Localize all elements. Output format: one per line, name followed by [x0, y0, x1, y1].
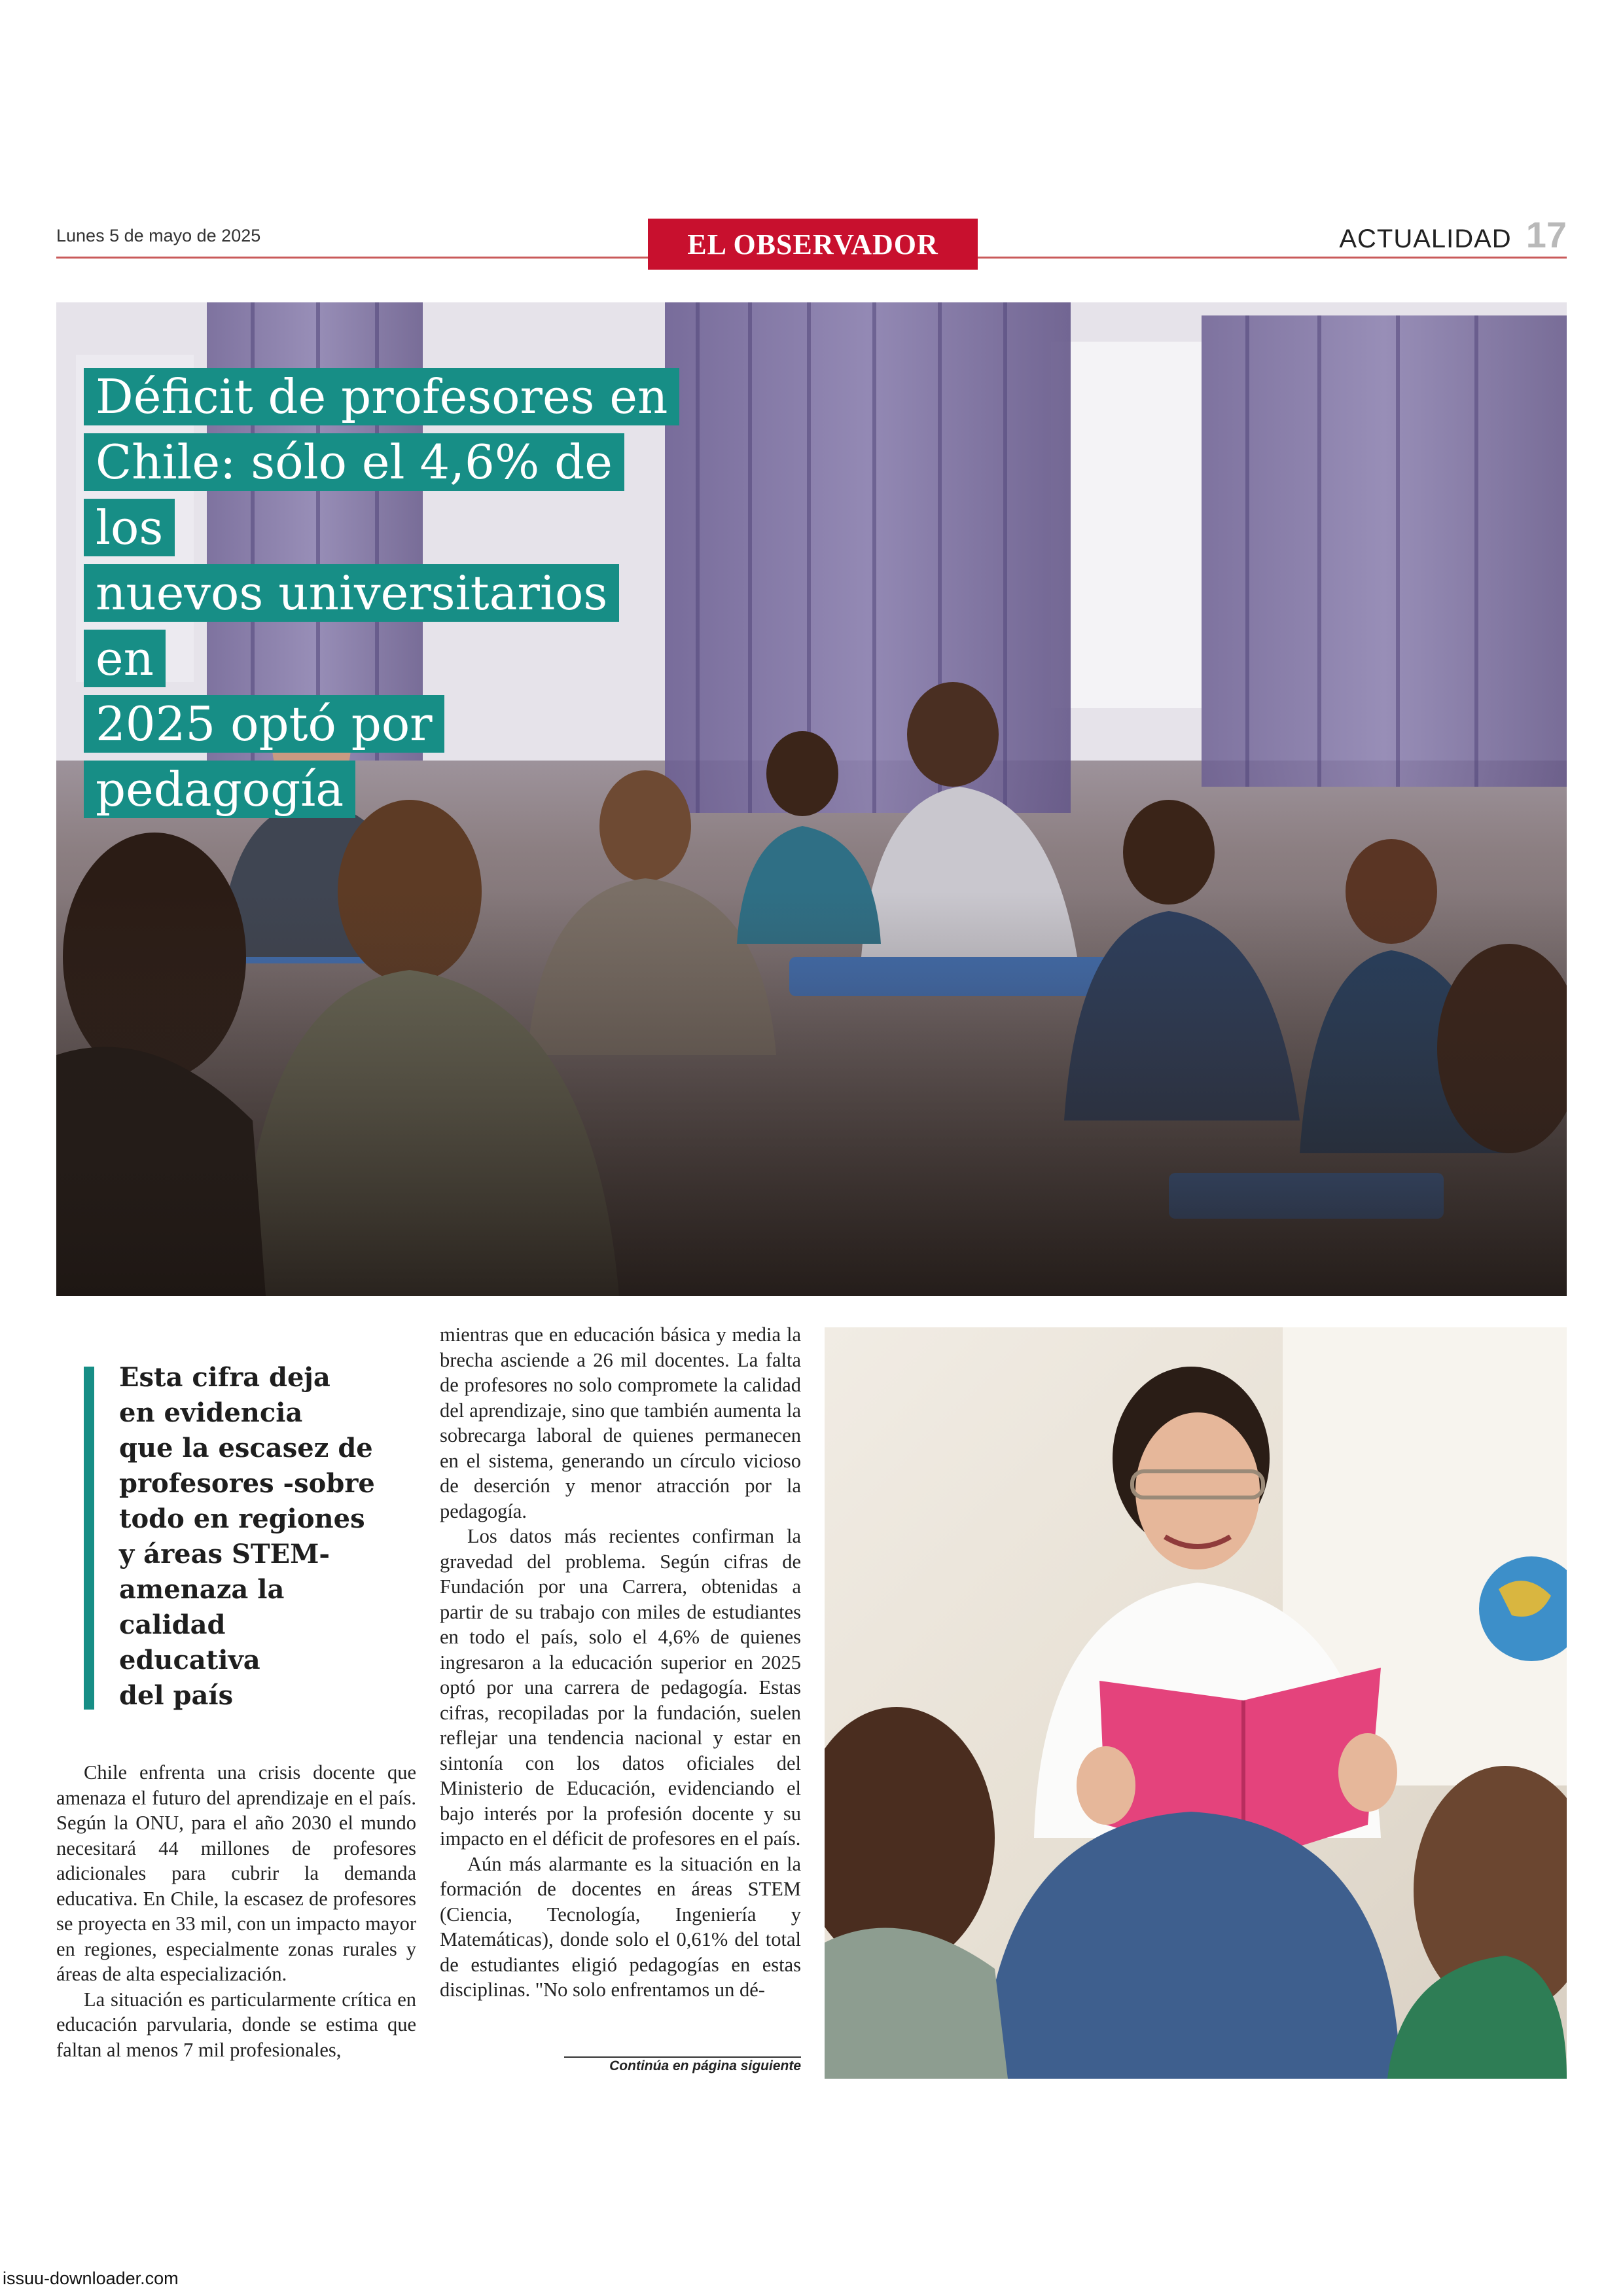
- section-header: [1339, 213, 1567, 256]
- article-headline: [84, 364, 686, 822]
- pull-quote-line: amenaza la: [119, 1574, 285, 1605]
- issue-date: Lunes 5 de mayo de 2025: [56, 226, 261, 245]
- body-paragraph: La situación es particularmente crítica en educación parvularia, donde se estima que faltan al menos 7 mil profesionales,: [56, 1988, 416, 2061]
- pull-quote-line: todo en regiones: [119, 1503, 365, 1534]
- body-paragraph: Chile enfrenta una crisis docente que amenaza el futuro del aprendizaje en el país. Según la ONU, para el año 2030 el mundo necesitará 44 millones de profesores adicionales para cubrir la demanda educativa. En Chile, la escasez de profesores se proyecta en 33 mil, con un impacto mayor en regiones, especialmente zonas rurales y áreas de alta especialización.: [56, 1761, 416, 1985]
- pull-quote-line: calidad: [119, 1609, 226, 1640]
- body-column-1: [56, 1760, 416, 2062]
- pull-quote-line: educativa: [119, 1645, 260, 1676]
- section-label: ACTUALIDAD: [1339, 224, 1512, 253]
- teacher-photo: [825, 1327, 1567, 2079]
- pull-quote-line: profesores -sobre: [119, 1468, 375, 1499]
- body-paragraph: Los datos más recientes confirman la gravedad del problema. Según cifras de Fundación por una Carrera, obtenidas a partir de su trabajo con miles de estudiantes en todo el país, solo el 4,6% de quienes ingresaron a la educación superior en 2025 optó por una carrera de pedagogía. Estas cifras, recopiladas por la fundación, suelen reflejar una tendencia nacional y estar en sintonía con los datos oficiales del Ministerio de Educación, evidenciando el bajo interés por la profesión docente y su impacto en el déficit de profesores en el país.: [440, 1525, 801, 1850]
- pull-quote-line: y áreas STEM-: [119, 1539, 330, 1570]
- body-paragraph: mientras que en educación básica y media la brecha asciende a 26 mil docentes. La falta de profesores no solo compromete la calidad del aprendizaje, sino que también aumenta la sobrecarga laboral de quienes permanecen en el sistema, generando un círculo vicioso de deserción y menor atracción por la pedagogía.: [440, 1323, 801, 1522]
- pull-quote-line: del país: [119, 1680, 234, 1711]
- pull-quote-bar: [84, 1367, 94, 1710]
- pull-quote: [119, 1360, 394, 1713]
- teacher-illustration: [825, 1327, 1567, 2079]
- pull-quote-line: Esta cifra deja: [119, 1362, 330, 1393]
- body-paragraph: Aún más alarmante es la situación en la formación de docentes en áreas STEM (Ciencia, Tecnología, Ingeniería y Matemáticas), donde solo el 0,61% del total de estudiantes eligió pedagogías en estas disciplinas. "No solo enfrentamos un dé-: [440, 1852, 801, 2001]
- newspaper-logo[interactable]: EL OBSERVADOR: [648, 219, 978, 270]
- continues-link[interactable]: Continúa en página siguiente: [609, 2058, 801, 2073]
- continues-rule: [564, 2056, 801, 2058]
- headline-line: Chile: sólo el 4,6% de los: [84, 433, 624, 556]
- pull-quote-line: que la escasez de: [119, 1433, 373, 1463]
- headline-line: 2025 optó por pedagogía: [84, 695, 444, 818]
- headline-line: nuevos universitarios en: [84, 564, 619, 687]
- pull-quote-line: en evidencia: [119, 1397, 303, 1428]
- source-watermark[interactable]: issuu-downloader.com: [3, 2269, 179, 2288]
- headline-line: Déficit de profesores en: [84, 368, 679, 425]
- page-number: 17: [1525, 214, 1567, 255]
- body-column-2: [440, 1322, 801, 2003]
